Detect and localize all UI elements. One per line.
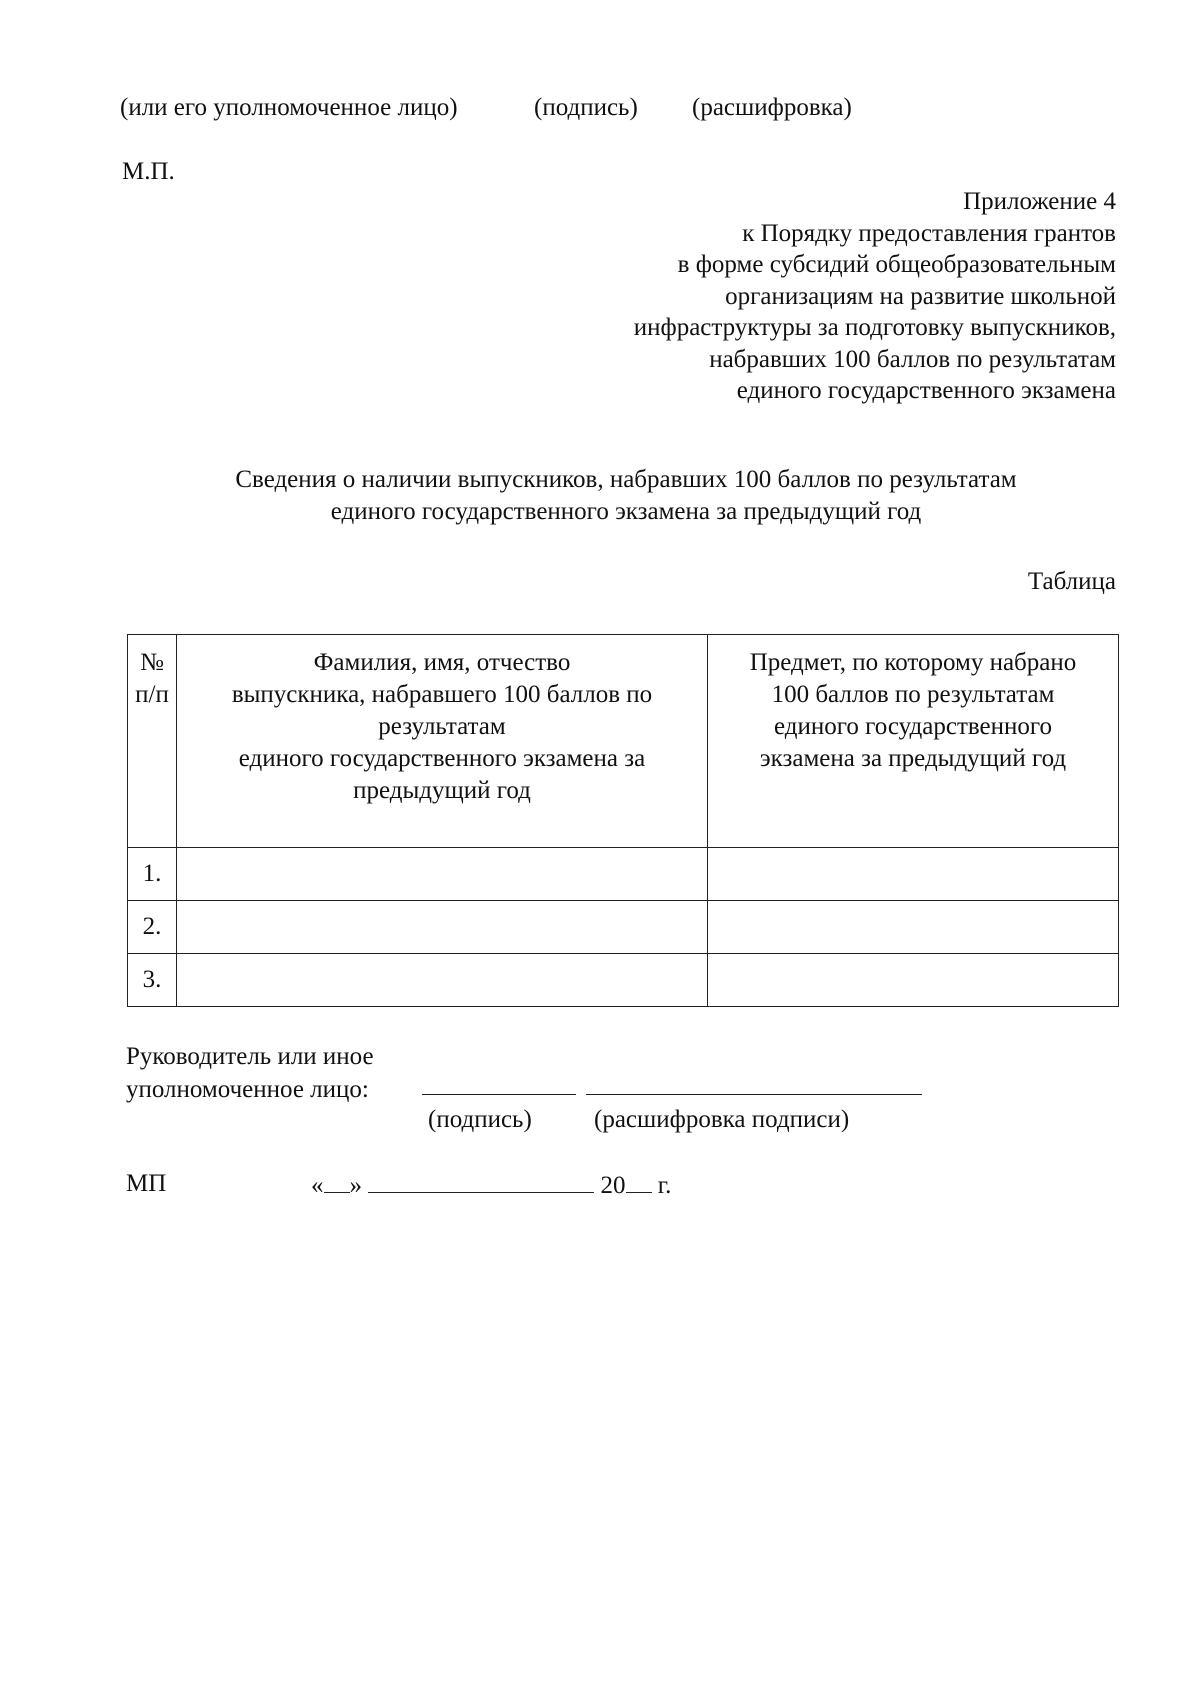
year-prefix: 20 (600, 1172, 626, 1199)
row-number: 3. (128, 954, 177, 1007)
heading-line: Сведения о наличии выпускников, набравших 100 баллов по результатам (235, 466, 1017, 493)
header-name: Фамилия, имя, отчество выпускника, набравшего 100 баллов по результатам единого государственного экзамена за предыдущий год (177, 635, 708, 848)
appendix-line: Приложение 4 (963, 188, 1116, 215)
table-row (128, 954, 1119, 1007)
year-suffix: г. (657, 1172, 672, 1199)
stamp-place-bottom: МП (126, 1170, 167, 1197)
day-blank[interactable] (324, 1170, 350, 1193)
row-number: 1. (128, 848, 177, 901)
decode-caption-top: (расшифровка) (692, 94, 852, 121)
sign-caption: (подпись) (428, 1106, 532, 1133)
table-label: Таблица (1027, 568, 1116, 595)
name-cell[interactable] (177, 901, 708, 954)
appendix-line: к Порядку предоставления грантов (742, 219, 1116, 247)
sign-caption-top: (подпись) (534, 94, 638, 121)
appendix-line: набравших 100 баллов по результатам (709, 345, 1116, 373)
appendix-line: инфраструктуры за подготовку выпускников, (633, 314, 1116, 341)
heading-line: единого государственного экзамена за предыдущий год (330, 498, 922, 525)
document-heading (0, 464, 1200, 528)
subject-cell[interactable] (708, 901, 1119, 954)
signature-line[interactable] (422, 1094, 576, 1095)
appendix-line: организациям на развитие школьной (725, 282, 1116, 310)
header-subject: Предмет, по которому набрано 100 баллов по результатам единого государственного экзамена за предыдущий год (708, 635, 1119, 848)
table-row (128, 901, 1119, 954)
signature-decode-line[interactable] (586, 1094, 922, 1095)
table-header-row (128, 635, 1119, 848)
appendix-line: единого государственного экзамена (736, 377, 1116, 404)
table-row (128, 848, 1119, 901)
appendix-block (634, 186, 1116, 407)
close-quote: » (349, 1172, 362, 1199)
signatory-label: Руководитель или иное уполномоченное лицо: (126, 1043, 374, 1103)
year-blank[interactable] (626, 1170, 652, 1193)
decode-caption: (расшифровка подписи) (594, 1106, 850, 1133)
header-num: № п/п (128, 635, 177, 848)
open-quote: « (311, 1172, 324, 1199)
name-cell[interactable] (177, 954, 708, 1007)
month-blank[interactable] (368, 1170, 594, 1193)
graduates-table (127, 634, 1119, 1007)
name-cell[interactable] (177, 848, 708, 901)
appendix-line: в форме субсидий общеобразовательным (677, 251, 1116, 278)
stamp-place-top: М.П. (122, 158, 175, 185)
date-field (311, 1170, 671, 1200)
subject-cell[interactable] (708, 954, 1119, 1007)
subject-cell[interactable] (708, 848, 1119, 901)
top-signature-captions (120, 94, 852, 122)
row-number: 2. (128, 901, 177, 954)
person-caption: (или его уполномоченное лицо) (120, 94, 458, 121)
